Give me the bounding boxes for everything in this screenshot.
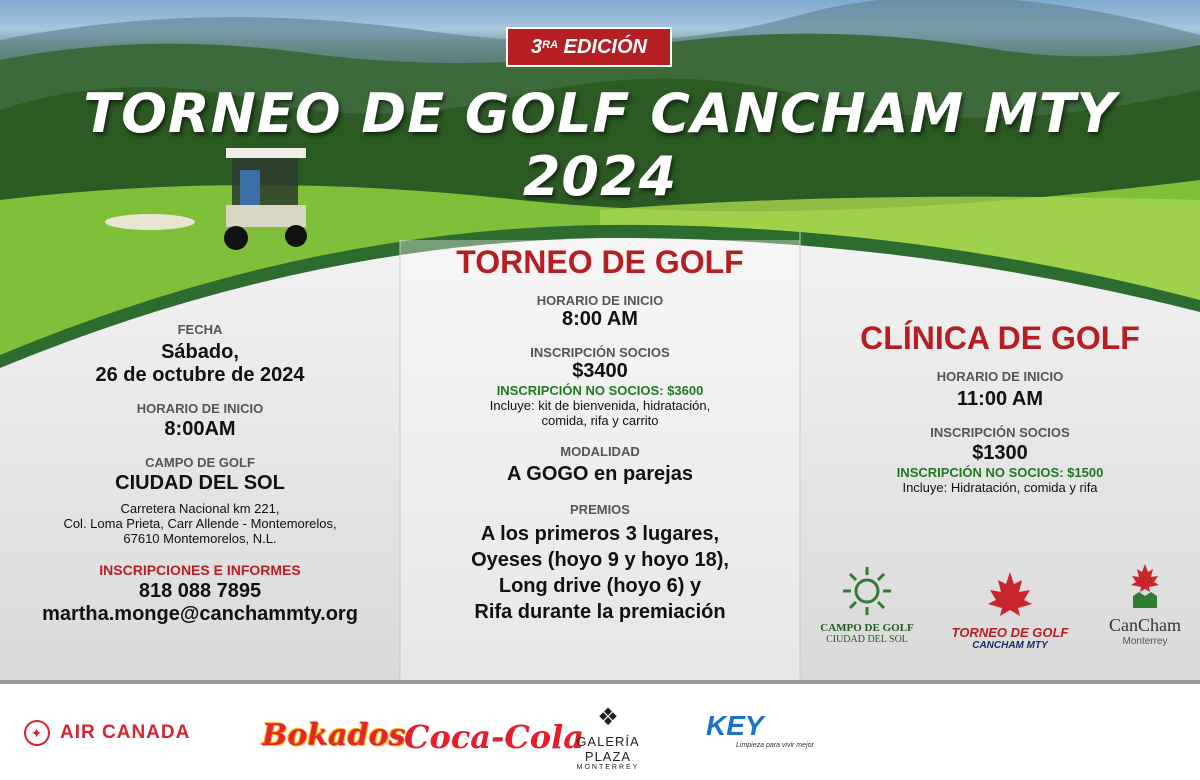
edition-number: 3 — [531, 36, 543, 58]
page-title: TORNEO DE GOLF CANCHAM MTY 2024 — [83, 82, 1117, 208]
premio-1: A los primeros 3 lugares, — [480, 523, 720, 545]
torneo-heading: TORNEO DE GOLF — [456, 244, 744, 280]
horario-value: 8:00AM — [164, 418, 236, 440]
clinica-socios-label: INSCRIPCIÓN SOCIOS — [930, 425, 1070, 440]
galeria-line1: GALERÍA PLAZA — [576, 734, 640, 764]
clinica-heading: CLÍNICA DE GOLF — [860, 320, 1140, 356]
torneo-horario-label: HORARIO DE INICIO — [536, 293, 664, 308]
air-canada-text: AIR CANADA — [60, 722, 191, 744]
sun-emblem-icon — [837, 565, 897, 617]
edition-ordinal: RA — [542, 39, 559, 51]
clinica-socios-value: $1300 — [972, 442, 1028, 464]
torneo-socios-label: INSCRIPCIÓN SOCIOS — [530, 345, 670, 360]
clinica-column — [800, 320, 1200, 495]
cancham-logo-line2: Monterrey — [1122, 636, 1168, 647]
clinica-horario-value: 11:00 AM — [957, 388, 1043, 410]
modalidad-label: MODALIDAD — [560, 444, 640, 459]
key-text: KEY — [706, 710, 764, 741]
torneo-logo-line2: CANCHAM MTY — [972, 640, 1048, 651]
fecha-label: FECHA — [177, 322, 223, 337]
torneo-incluye-line2: comida, rifa y carrito — [541, 413, 659, 428]
maple-leaf-golfer-icon — [984, 570, 1036, 620]
key-logo — [706, 710, 816, 749]
clinica-horario-label: HORARIO DE INICIO — [936, 369, 1064, 384]
sponsors-bar — [0, 684, 1200, 780]
address-line2: Col. Loma Prieta, Carr Allende - Montemorelos, — [63, 516, 337, 531]
air-canada-roundel-icon: ✦ — [24, 720, 50, 746]
premio-4: Rifa durante la premiación — [474, 601, 726, 623]
inscripciones-label: INSCRIPCIONES E INFORMES — [99, 562, 301, 578]
horario-label: HORARIO DE INICIO — [136, 401, 264, 416]
address-line3: 67610 Montemorelos, N.L. — [123, 531, 277, 546]
cancham-logo-line1: CanCham — [1109, 615, 1181, 635]
campo-value: CIUDAD DEL SOL — [115, 472, 285, 494]
galeria-emblem-icon: ❖ — [597, 704, 619, 731]
campo-golf-logo — [812, 565, 922, 645]
torneo-horario-value: 8:00 AM — [562, 308, 638, 330]
campo-logo-line1: CAMPO DE GOLF — [820, 622, 914, 634]
premio-3: Long drive (hoyo 6) y — [498, 575, 702, 597]
key-tagline: Limpieza para vivir mejor — [736, 742, 814, 749]
torneo-nosocios: INSCRIPCIÓN NO SOCIOS: $3600 — [496, 383, 704, 398]
torneo-cancham-logo — [940, 570, 1080, 651]
cancham-maple-icon — [1127, 562, 1163, 610]
galeria-plaza-logo — [560, 706, 656, 771]
clinica-incluye: Incluye: Hidratación, comida y rifa — [902, 480, 1098, 495]
address-line1: Carretera Nacional km 221, — [120, 501, 280, 516]
edition-badge — [506, 27, 672, 67]
phone-number: 818 088 7895 — [138, 580, 262, 602]
fecha-line1: Sábado, — [161, 341, 239, 363]
campo-label: CAMPO DE GOLF — [145, 455, 255, 470]
edition-text: EDICIÓN — [563, 36, 647, 58]
torneo-column — [400, 244, 800, 625]
air-canada-logo — [24, 720, 190, 746]
email-link[interactable]: martha.monge@canchammty.org — [42, 603, 358, 625]
coca-cola-logo: Coca-Cola — [404, 718, 585, 756]
campo-logo-line2: CIUDAD DEL SOL — [826, 634, 908, 645]
clinica-nosocios: INSCRIPCIÓN NO SOCIOS: $1500 — [896, 465, 1104, 480]
fecha-line2: 26 de octubre de 2024 — [95, 364, 305, 386]
cancham-logo — [1100, 562, 1190, 647]
galeria-line2: MONTERREY — [576, 764, 640, 771]
premio-2: Oyeses (hoyo 9 y hoyo 18), — [471, 549, 729, 571]
bokados-logo: Bokados — [262, 718, 406, 753]
event-details-column — [0, 322, 400, 626]
torneo-socios-value: $3400 — [572, 360, 628, 382]
torneo-logo-line1: TORNEO DE GOLF — [951, 625, 1069, 640]
premios-label: PREMIOS — [570, 502, 630, 517]
torneo-incluye-line1: Incluye: kit de bienvenida, hidratación, — [489, 398, 711, 413]
modalidad-value: A GOGO en parejas — [507, 463, 693, 485]
